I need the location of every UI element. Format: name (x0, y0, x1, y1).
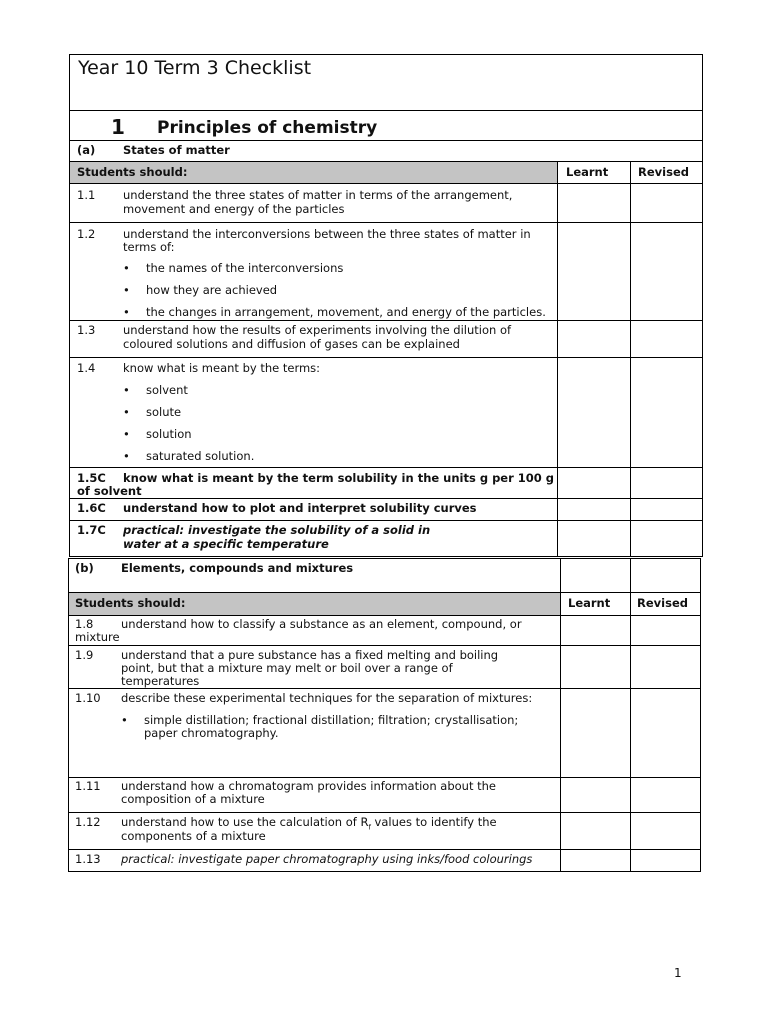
section-number: 1 (111, 115, 125, 139)
revised-header: Revised (638, 165, 689, 179)
item-text: point, but that a mixture may melt or boil over a range of (121, 661, 453, 675)
divider (69, 467, 703, 468)
page-title: Year 10 Term 3 Checklist (78, 57, 312, 79)
item-text: practical: investigate the solubility of a solid in (123, 523, 431, 537)
revised-header: Revised (637, 596, 688, 610)
column-divider (557, 161, 558, 557)
item-code: 1.2 (77, 227, 96, 241)
item-text: understand how a chromatogram provides information about the (121, 779, 496, 793)
bullet-item: • the names of the interconversions (146, 262, 343, 276)
item-code: 1.3 (77, 323, 96, 337)
divider (68, 849, 701, 850)
item-code: 1.7C (77, 523, 106, 537)
item-code: 1.10 (75, 691, 101, 705)
bullet-item: • solution (146, 428, 192, 442)
bullet-item: • how they are achieved (146, 284, 277, 298)
bullet-item: • saturated solution. (146, 450, 254, 464)
divider (69, 520, 703, 521)
item-code: 1.9 (75, 648, 94, 662)
subscript-f: f (368, 823, 371, 832)
learnt-header: Learnt (566, 165, 609, 179)
divider (69, 222, 703, 223)
item-text: understand how to classify a substance as an element, compound, or (121, 617, 522, 631)
bullet-item: • solvent (146, 384, 188, 398)
bullet-item: • the changes in arrangement, movement, and energy of the particles. (146, 306, 546, 320)
divider (69, 183, 703, 184)
item-text: water at a specific temperature (123, 537, 329, 551)
item-text: composition of a mixture (121, 792, 265, 806)
item-code: 1.6C (77, 501, 106, 515)
column-divider (560, 558, 561, 872)
column-divider (630, 558, 631, 872)
learnt-header: Learnt (568, 596, 611, 610)
bullet-item: • simple distillation; fractional distillation; filtration; crystallisation; (144, 714, 518, 728)
item-text: know what is meant by the terms: (123, 361, 321, 375)
item-text: understand that a pure substance has a fixed melting and boiling (121, 648, 499, 662)
item-text: understand how to plot and interpret solubility curves (123, 501, 477, 515)
item-text-part: values to identify the (370, 815, 497, 829)
item-text: know what is meant by the term solubility in the units g per 100 g (123, 471, 555, 485)
students-should-header: Students should: (77, 165, 188, 179)
item-code: 1.8 (75, 617, 94, 631)
item-code: 1.5C (77, 471, 106, 485)
divider (69, 320, 703, 321)
item-text: describe these experimental techniques for the separation of mixtures: (121, 691, 533, 705)
item-text: understand the interconversions between the three states of matter in (123, 227, 531, 241)
students-should-header: Students should: (75, 596, 186, 610)
item-text: mixture (75, 630, 120, 644)
column-divider (630, 161, 631, 557)
divider (69, 140, 703, 141)
divider (68, 615, 701, 616)
divider (69, 498, 703, 499)
bullet-continuation: paper chromatography. (144, 726, 279, 740)
divider (68, 645, 701, 646)
item-code: 1.4 (77, 361, 96, 375)
item-code: 1.13 (75, 852, 101, 866)
item-text: temperatures (121, 674, 200, 688)
item-code: 1.12 (75, 815, 101, 829)
part-b-label: (b) (75, 561, 94, 575)
item-text: understand the three states of matter in terms of the arrangement, (123, 188, 513, 202)
item-text: understand how the results of experiments involving the dilution of (123, 323, 512, 337)
page-number: 1 (674, 966, 682, 980)
item-code: 1.11 (75, 779, 101, 793)
item-text: terms of: (123, 240, 175, 254)
divider (69, 357, 703, 358)
divider (68, 777, 701, 778)
divider (68, 812, 701, 813)
section-title: Principles of chemistry (157, 118, 378, 138)
bullet-item: • solute (146, 406, 181, 420)
divider (69, 110, 703, 111)
part-a-label: (a) (77, 143, 96, 157)
item-text: coloured solutions and diffusion of gases can be explained (123, 337, 460, 351)
item-text: components of a mixture (121, 829, 266, 843)
item-text: movement and energy of the particles (123, 202, 345, 216)
part-b-title: Elements, compounds and mixtures (121, 561, 354, 575)
item-text-part: understand how to use the calculation of R (121, 815, 369, 829)
item-code: 1.1 (77, 188, 96, 202)
item-text: of solvent (77, 484, 142, 498)
item-text: practical: investigate paper chromatography using inks/food colourings (121, 852, 533, 866)
part-a-title: States of matter (123, 143, 230, 157)
